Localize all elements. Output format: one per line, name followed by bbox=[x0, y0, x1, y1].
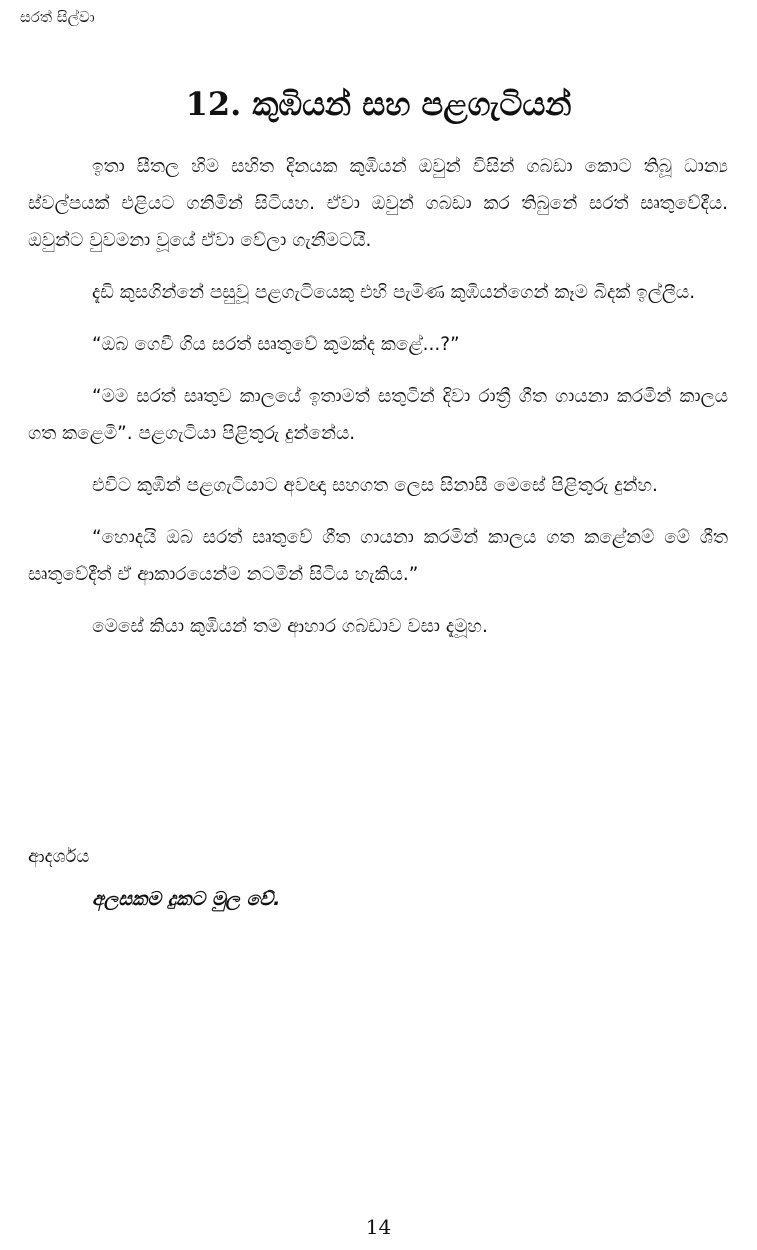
moral-text: අලසකම දුකට මුල වේ. bbox=[92, 888, 281, 910]
story-body bbox=[28, 148, 728, 660]
paragraph: මෙසේ කියා කුඹියන් තම ආහාර ගබඩාව වසා දැමූහ. bbox=[92, 616, 488, 637]
paragraph: එවිට කුඹින් පළගැටියාට අවඥා සහගත ලෙස සිනාසී මෙසේ පිළිතුරු දුන්හ. bbox=[92, 475, 658, 496]
paragraph: දැඩි කුසගින්නේ පසුවූ පළගැටියෙකු එහි පැමිණ කුඹියන්ගෙන් කෑම බිදක් ඉල්ලීය. bbox=[92, 282, 696, 303]
page-number: 14 bbox=[365, 1215, 392, 1239]
paragraph: ඉතා සීතල හිම සහිත දිනයක කුඹියන් ඔවුන් විසින් ගබඩා කොට තිබූ ධාන්‍ය ස්වල්පයක් එළියට ගනිමින් සිටියහ. ඒවා ඔවුන් ගබඩා කර තිබුනේ සරත් සෘතුවේදීය. ඔවුන්ට වුවමනා වූයේ ඒවා වේලා ගැනීමටයි. bbox=[28, 156, 728, 251]
paragraph: “හොදයි ඔබ සරත් සෘතුවේ ගීත ගායනා කරමින් කාලය ගත කළේනම් මේ ශීත සෘතුවේදීත් ඒ ආකාරයෙන්ම නටමින් සිටිය හැකිය.” bbox=[28, 527, 728, 585]
chapter-title: 12. කුඹියන් සහ පළගැටියන් bbox=[185, 85, 572, 123]
running-header-author: සරත් සිල්වා bbox=[20, 8, 95, 26]
paragraph: “මම සරත් සෘතුව කාලයේ ඉතාමත් සතුටින් දිවා රාත්‍රී ගීත ගායනා කරමින් කාලය ගත කළෙමි”. පළගැටියා පිළිතුරු දුන්නේය. bbox=[28, 386, 728, 444]
moral-heading: ආදර්ශය bbox=[28, 846, 90, 867]
paragraph: “ඔබ ගෙවී ගිය සරත් සෘතුවේ කුමක්ද කළේ...?” bbox=[92, 334, 460, 355]
